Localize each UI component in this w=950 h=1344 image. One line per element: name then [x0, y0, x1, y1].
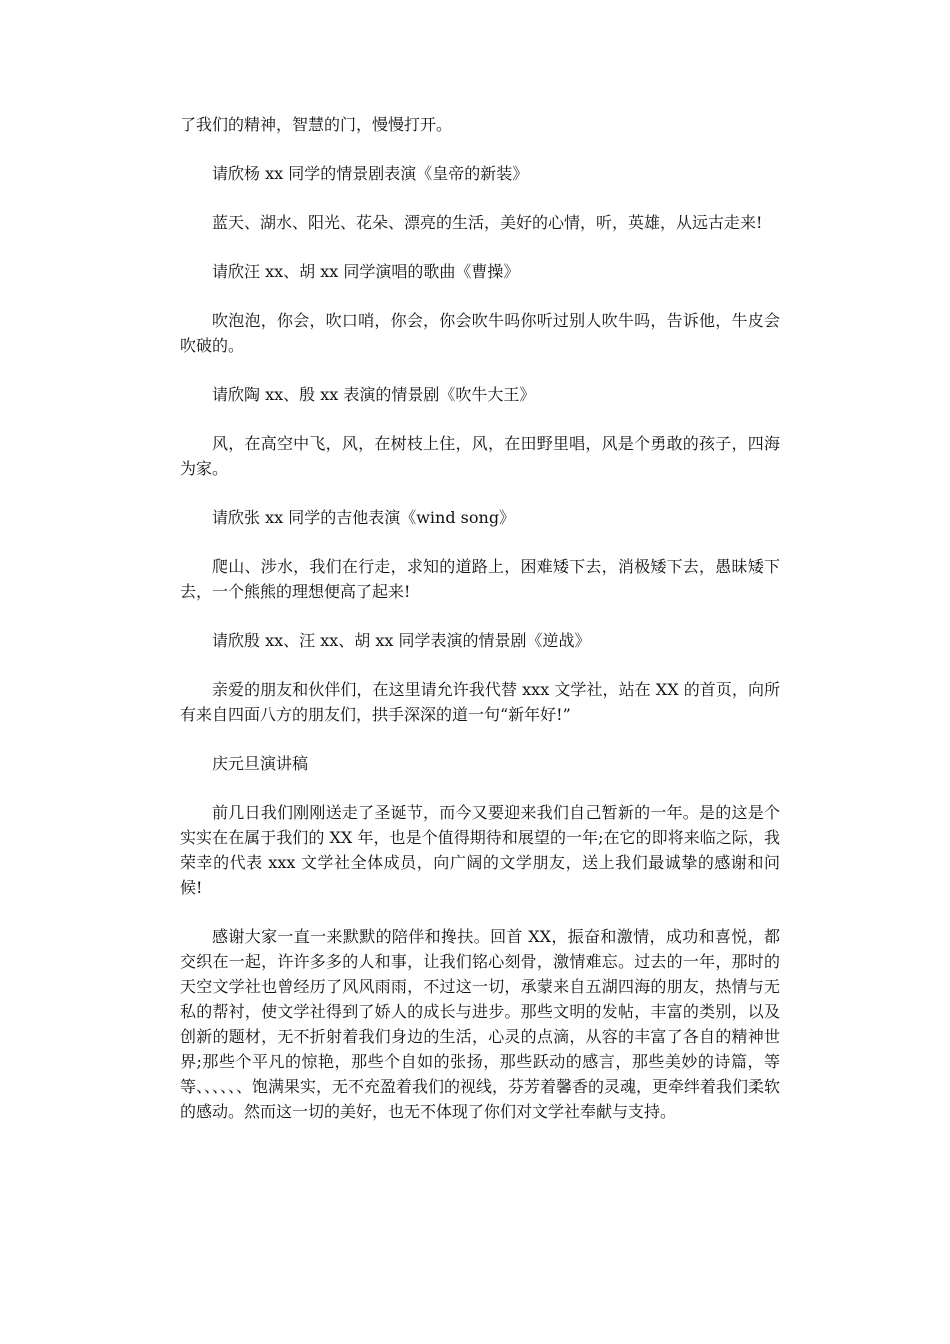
program-announcement: 请欣杨 xx 同学的情景剧表演《皇帝的新装》: [212, 164, 529, 183]
program-announcement: 请欣陶 xx、殷 xx 表演的情景剧《吹牛大王》: [212, 385, 536, 404]
paragraph: 亲爱的朋友和伙伴们，在这里请允许我代替 xxx 文学社，站在 XX 的首页，向所有来自四面八方的朋友们，拱手深深的道一句“新年好!”: [180, 680, 780, 724]
paragraph: 感谢大家一直一来默默的陪伴和搀扶。回首 XX，振奋和激情，成功和喜悦，都交织在一起，许许多多的人和事，让我们铭心刻骨，激情难忘。过去的一年，那时的天空文学社也曾经历了风风雨雨，不过这一切，承蒙来自五湖四海的朋友，热情与无私的帮衬，使文学社得到了娇人的成长与进步。那些文明的发帖，丰富的类别，以及创新的题材，无不折射着我们身边的生活，心灵的点滴，从容的丰富了各自的精神世界;那些个平凡的惊艳，那些个自如的张扬，那些跃动的感言，那些美妙的诗篇，等等、、、、、、饱满果实，无不充盈着我们的视线，芬芳着馨香的灵魂，更牵绊着我们柔软的感动。然而这一切的美好，也无不体现了你们对文学社奉献与支持。: [180, 927, 781, 1121]
section-title: 庆元旦演讲稿: [212, 754, 309, 773]
program-announcement: 请欣汪 xx、胡 xx 同学演唱的歌曲《曹操》: [212, 262, 520, 281]
paragraph-continuation: 了我们的精神，智慧的门，慢慢打开。: [180, 115, 453, 134]
paragraph: 吹泡泡，你会，吹口哨，你会，你会吹牛吗你听过别人吹牛吗，告诉他，牛皮会吹破的。: [180, 311, 780, 355]
paragraph: 爬山、涉水，我们在行走，求知的道路上，困难矮下去，消极矮下去，愚昧矮下去，一个熊熊的理想便高了起来!: [180, 557, 780, 601]
paragraph: 前几日我们刚刚送走了圣诞节，而今又要迎来我们自己暂新的一年。是的这是个实实在在属于我们的 XX 年，也是个值得期待和展望的一年;在它的即将来临之际，我荣幸的代表 xxx 文学社全体成员，向广阔的文学朋友，送上我们最诚挚的感谢和问候!: [180, 803, 780, 897]
program-announcement: 请欣张 xx 同学的吉他表演《wind song》: [212, 508, 516, 527]
document-page: [180, 112, 780, 1148]
program-announcement: 请欣殷 xx、汪 xx、胡 xx 同学表演的情景剧《逆战》: [212, 631, 591, 650]
paragraph: 蓝天、湖水、阳光、花朵、漂亮的生活，美好的心情，听，英雄，从远古走来!: [212, 213, 763, 232]
paragraph: 风，在高空中飞，风，在树枝上住，风，在田野里唱，风是个勇敢的孩子，四海为家。: [180, 434, 780, 478]
